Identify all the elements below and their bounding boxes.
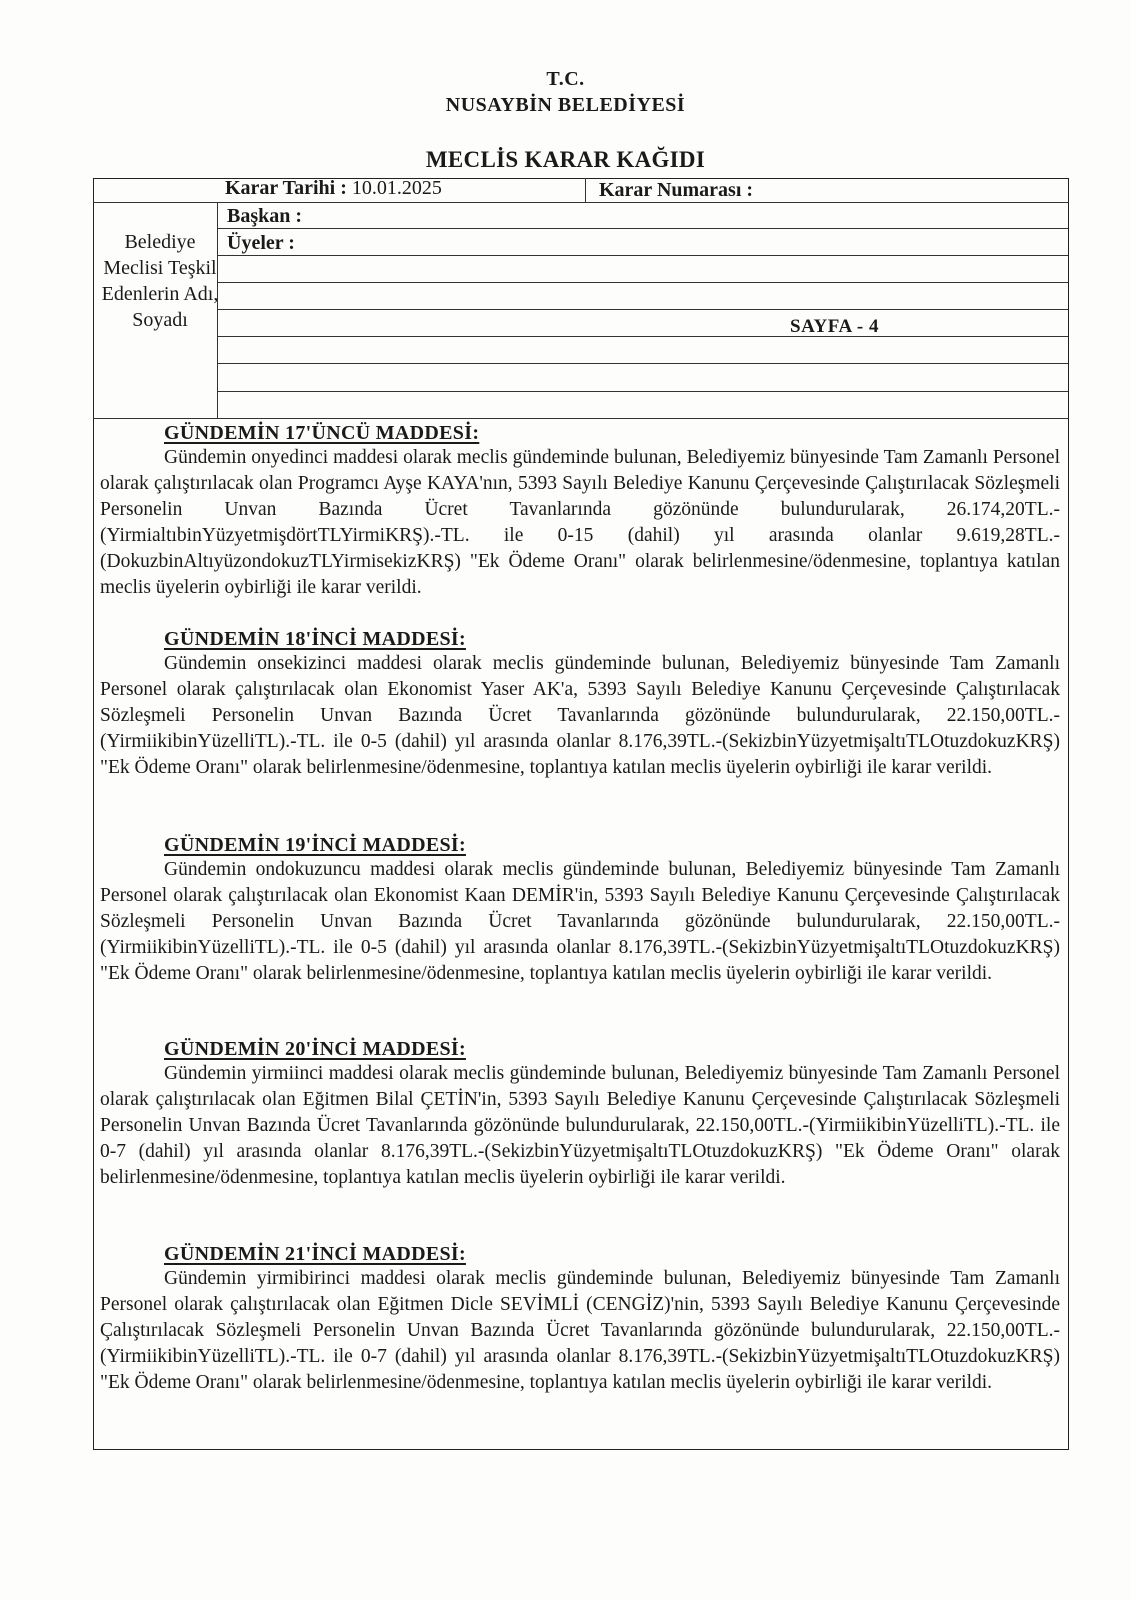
agenda-item-body: Gündemin onyedinci maddesi olarak meclis gündeminde bulunan, Belediyemiz bünyesinde Tam Zamanlı Personel olarak çalıştırılacak olan Programcı Ayşe KAYA'nın, 5393 Sayılı Belediye Kanunu Çerçevesinde Çalıştırılacak Sözleşmeli Personelin Unvan Bazında Ücret Tavanlarında gözönünde bulundurularak, 26.174,20TL.-(YirmialtıbinYüzyetmişdörtTLYirmiKRŞ).-TL. ile 0-15 (dahil) yıl arasında olanlar 9.619,28TL.-(DokuzbinAltıyüzondokuzTLYirmisekizKRŞ) "Ek Ödeme Oranı" olarak belirlenmesine/ödenmesine, toplantıya katılan meclis üyelerin oybirliği ile karar verildi. [100, 447, 1060, 598]
agenda-item-18 [100, 627, 1060, 781]
agenda-item-body: Gündemin yirmiinci maddesi olarak meclis gündeminde bulunan, Belediyemiz bünyesinde Tam Zamanlı Personel olarak çalıştırılacak olan Eğitmen Bilal ÇETİN'in, 5393 Sayılı Belediye Kanunu Çerçevesinde Çalıştırılacak Sözleşmeli Personelin Unvan Bazında Ücret Tavanlarında gözönünde bulundurularak, 22.150,00TL.-(YirmiikibinYüzelliTL).-TL. ile 0-7 (dahil) yıl arasında olanlar 8.176,39TL.-(SekizbinYüzyetmişaltıTLOtuzdokuzKRŞ) "Ek Ödeme Oranı" olarak belirlenmesine/ödenmesine, toplantıya katılan meclis üyelerin oybirliği ile karar verildi. [100, 1063, 1060, 1188]
decision-date-label: Karar Tarihi : [225, 177, 347, 199]
date-number-divider [585, 178, 586, 203]
form-rule [217, 228, 1068, 229]
agenda-item-body: Gündemin onsekizinci maddesi olarak meclis gündeminde bulunan, Belediyemiz bünyesinde Tam Zamanlı Personel olarak çalıştırılacak olan Ekonomist Yaser AK'a, 5393 Sayılı Belediye Kanunu Çerçevesinde Çalıştırılacak Sözleşmeli Personelin Unvan Bazında Ücret Tavanlarında gözönünde bulundurularak, 22.150,00TL.-(YirmiikibinYüzelliTL).-TL. ile 0-5 (dahil) yıl arasında olanlar 8.176,39TL.-(SekizbinYüzyetmişaltıTLOtuzdokuzKRŞ) "Ek Ödeme Oranı" olarak belirlenmesine/ödenmesine, toplantıya katılan meclis üyelerin oybirliği ile karar verildi. [100, 653, 1060, 778]
agenda-item-19 [100, 833, 1060, 987]
decision-date-value: 10.01.2025 [351, 177, 442, 199]
agenda-item-body: Gündemin ondokuzuncu maddesi olarak meclis gündeminde bulunan, Belediyemiz bünyesinde Tam Zamanlı Personel olarak çalıştırılacak olan Ekonomist Kaan DEMİR'in, 5393 Sayılı Belediye Kanunu Çerçevesinde Çalıştırılacak Sözleşmeli Personelin Unvan Bazında Ücret Tavanlarında gözönünde bulundurularak, 22.150,00TL.-(YirmiikibinYüzelliTL).-TL. ile 0-5 (dahil) yıl arasında olanlar 8.176,39TL.-(SekizbinYüzyetmişaltıTLOtuzdokuzKRŞ) "Ek Ödeme Oranı" olarak belirlenmesine/ödenmesine, toplantıya katılan meclis üyelerin oybirliği ile karar verildi. [100, 859, 1060, 984]
form-rule [217, 309, 1068, 310]
agenda-item-17 [100, 421, 1060, 601]
country-header: T.C. [546, 68, 585, 90]
form-rule [217, 336, 1068, 337]
decision-number-label: Karar Numarası : [599, 179, 754, 201]
agenda-item-body: Gündemin yirmibirinci maddesi olarak meclis gündeminde bulunan, Belediyemiz bünyesinde Tam Zamanlı Personel olarak çalıştırılacak olan Eğitmen Dicle SEVİMLİ (CENGİZ)'nin, 5393 Sayılı Belediye Kanunu Çerçevesinde Çalıştırılacak Sözleşmeli Personelin Unvan Bazında Ücret Tavanlarında gözönünde bulundurularak, 22.150,00TL.-(YirmiikibinYüzelliTL).-TL. ile 0-7 (dahil) yıl arasında olanlar 8.176,39TL.-(SekizbinYüzyetmişaltıTLOtuzdokuzKRŞ) "Ek Ödeme Oranı" olarak belirlenmesine/ödenmesine, toplantıya katılan meclis üyelerin oybirliği ile karar verildi. [100, 1268, 1060, 1393]
agenda-item-heading: GÜNDEMİN 19'İNCİ MADDESİ: [164, 834, 466, 856]
form-rule [217, 255, 1068, 256]
form-rule [93, 418, 1069, 419]
form-rule [217, 363, 1068, 364]
agenda-item-heading: GÜNDEMİN 17'ÜNCÜ MADDESİ: [164, 422, 480, 444]
decision-date [225, 177, 442, 200]
agenda-item-heading: GÜNDEMİN 18'İNCİ MADDESİ: [164, 628, 466, 650]
members-label: Üyeler : [227, 232, 295, 254]
municipality-header: NUSAYBİN BELEDİYESİ [445, 94, 686, 116]
chair-label: Başkan : [227, 205, 303, 227]
form-rule [217, 391, 1068, 392]
form-rule [217, 282, 1068, 283]
agenda-item-20 [100, 1037, 1060, 1191]
agenda-item-heading: GÜNDEMİN 21'İNCİ MADDESİ: [164, 1243, 466, 1265]
council-members-label: Belediye Meclisi Teşkil Edenlerin Adı, Soyadı [101, 231, 219, 331]
agenda-item-heading: GÜNDEMİN 20'İNCİ MADDESİ: [164, 1038, 466, 1060]
decision-number [599, 179, 753, 202]
form-rule [93, 202, 1069, 203]
page-number: SAYFA - 4 [790, 316, 879, 337]
agenda-item-21 [100, 1242, 1060, 1396]
document-title: MECLİS KARAR KAĞIDI [425, 147, 706, 172]
